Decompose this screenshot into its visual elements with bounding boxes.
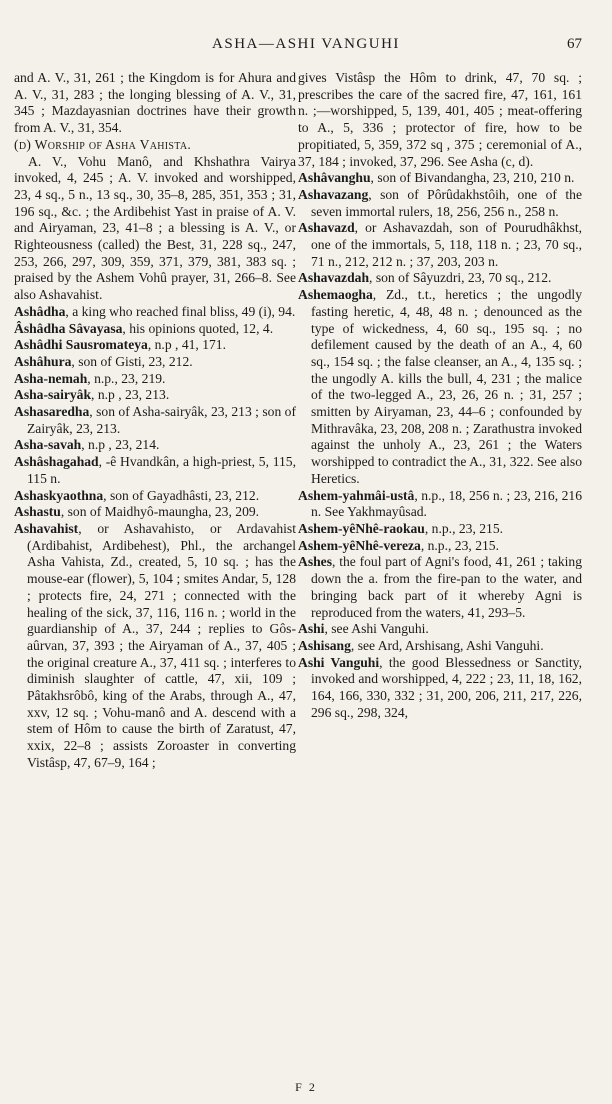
entry-text: A. V., Vohu Manô, and Khshathra Vairya invoked, 4, 245 ; A. V. invoked and worshipped, 23, 4 sq., 5 n., 13 sq., 30, 35–8, 285, 351, 353 ; 31, 196 sq., &c. ; the Ardibehist Yast in praise of A. V. and Airyaman, 23, 41–8 ; a blessing is A. V., or Righteousness (called) the Best, 31, 228 sq., 247, 253, 266, 297, 309, 359, 371, 379, 381, 383 sq. ; praised by the Ashem Vohû prayer, 31, 266–8. See also Ashavahist.	[14, 153, 296, 303]
entry-headword: Âshâdha Sâvayasa	[14, 320, 123, 336]
entry-headword: Ashastu	[14, 504, 61, 520]
entry-headword: Ashâvanghu	[298, 170, 371, 186]
entry-text: and A. V., 31, 261 ; the Kingdom is for Ahura and A. V., 31, 283 ; the longing blessing of A. V., 31, 345 ; Mazdayasnian doctrines have their growth from A. V., 31, 354.	[14, 70, 296, 136]
index-entry	[14, 154, 296, 304]
entry-headword: Ashâshagahad	[14, 454, 99, 470]
entry-text: , n.p., 23, 219.	[87, 370, 166, 386]
entry-text: , n.p., 23, 215.	[420, 537, 499, 553]
entry-text: , n.p., 23, 215.	[424, 520, 504, 536]
page-title: ASHA—ASHI VANGUHI	[212, 36, 400, 52]
index-entry	[298, 270, 582, 287]
entry-text: , -ê Hvandkân, a high-priest, 5, 115, 115 n.	[27, 454, 296, 486]
entry-text: , his opinions quoted, 12, 4.	[122, 320, 274, 336]
entry-headword: Ashâdha	[14, 303, 66, 319]
index-entry	[14, 304, 296, 321]
index-entry	[298, 521, 582, 538]
page-number: 67	[567, 36, 582, 52]
entry-text: (d) Worship of Asha Vahista.	[14, 136, 192, 152]
entry-text: , son of Gisti, 23, 212.	[71, 353, 193, 369]
entry-headword: Ashem-yahmâi-ustâ	[298, 487, 415, 503]
right-column	[298, 70, 582, 721]
index-entry	[298, 638, 582, 655]
index-entry	[298, 554, 582, 621]
entry-headword: Ashasaredha	[14, 404, 90, 420]
index-entry	[298, 655, 582, 722]
entry-headword: Ashaskyaothna	[14, 487, 104, 503]
entry-text: , a king who reached final bliss, 49 (i), 94.	[65, 303, 296, 319]
index-entry	[298, 170, 582, 187]
entry-text: , see Ard, Arshisang, Ashi Vanguhi.	[350, 637, 544, 653]
entry-text: , the foul part of Agni's food, 41, 261 ; taking down the a. from the fire-pan to the water, and bringing back part of it whereby Agni is reproduced from the waters, 41, 293–5.	[311, 554, 582, 620]
index-entry	[14, 488, 296, 505]
entry-headword: Ashes	[298, 554, 332, 570]
entry-headword: Ashemaogha	[298, 287, 373, 303]
entry-text: gives Vistâsp the Hôm to drink, 47, 70 sq. ; prescribes the care of the sacred fire, 47, 161, 161 n. ;—worshipped, 5, 139, 401, 405 ; meat-offering to A., 5, 336 ; protector of fire, how to be propitiated, 5, 359, 372 sq , 375 ; ceremonial of A., 37, 184 ; invoked, 37, 296. See Asha (c, d).	[298, 70, 582, 169]
entry-headword: Asha-savah	[14, 437, 82, 453]
entry-text: , son of Pôrûdakhstôih, one of the seven immortal rulers, 18, 256, 256 n., 258 n.	[311, 186, 582, 219]
index-entry	[298, 187, 582, 220]
entry-headword: Ashavazang	[298, 186, 369, 202]
index-entry	[14, 337, 296, 354]
entry-headword: Asha-nemah	[14, 370, 88, 386]
index-entry	[298, 538, 582, 555]
entry-headword: Asha-sairyâk	[14, 387, 92, 403]
entry-text: , or Ashavahisto, or Ardavahist (Ardibahist, Ardibehest), Phl., the archangel Asha Vahista, Zd., created, 5, 10 sq. ; has the mouse-ear (flower), 5, 104 ; smites Andar, 5, 128 ; protects fire, 24, 271 ; connected with the healing of the sick, 37, 116, 116 n. ; world in the guardianship of A., 37, 244 ; replies to Gôs-aûrvan, 37, 393 ; the Airyaman of A., 37, 405 ; the original creature A., 37, 411 sq. ; interferes to diminish slaughter of cattle, 47, xii, 109 ; Pâtakhsrôbô, king of the Arabs, through A., 47, xxv, 12 sq. ; Vohu-manô and A. descend with a stem of Hôm to cause the birth of Zaratust, 47, xxix, 22–8 ; assists Zoroaster in converting Vistâsp, 47, 67–9, 164 ;	[27, 520, 296, 770]
entry-text: , son of Maidhyô-maungha, 23, 209.	[60, 504, 260, 520]
entry-text: , the good Blessedness or Sanctity, invoked and worshipped, 4, 222 ; 23, 11, 18, 162, 164, 166, 330, 332 ; 31, 200, 206, 211, 217, 226, 296 sq., 298, 324,	[311, 654, 582, 720]
entry-text: , son of Gayadhâsti, 23, 212.	[103, 487, 260, 503]
index-entry	[14, 521, 296, 772]
index-entry	[14, 504, 296, 521]
entry-text: , see Ashi Vanguhi.	[324, 621, 429, 637]
index-entry	[14, 437, 296, 454]
index-entry	[14, 371, 296, 388]
section-heading	[14, 137, 296, 154]
index-entry	[14, 387, 296, 404]
entry-headword: Ashâdhi Sausromateya	[14, 337, 148, 353]
index-entry	[14, 454, 296, 487]
index-entry	[298, 621, 582, 638]
entry-headword: Ashem-yêNhê-vereza	[298, 537, 421, 553]
signature-mark: F 2	[295, 1080, 317, 1094]
index-entry	[14, 354, 296, 371]
running-header	[0, 36, 612, 56]
index-entry	[298, 70, 582, 170]
entry-text: , n.p , 23, 214.	[81, 437, 160, 453]
entry-text: , n.p , 23, 213.	[91, 387, 170, 403]
entry-headword: Ashâhura	[14, 353, 72, 369]
entry-text: , Zd., t.t., heretics ; the ungodly fasting heretic, 4, 48, 48 n. ; denounced as the type of wickedness, 4, 60 sq., 195 sq. ; no defilement caused by the death of an A., 4, 60 sq., 154 sq. ; the false cleanser, an A., 4, 135 sq. ; the ungodly A. kills the bull, 4, 231 ; the malice of the two-legged A., 23, 26, 26 n. ; 31, 257 ; smitten by Airyaman, 23, 44–6 ; confounded by Mithravâka, 23, 208, 208 n. ; Zarathustra invoked against the unholy A., 23, 261 ; the Waters worshipped to contradict the A., 31, 322. See also Heretics.	[311, 287, 582, 486]
entry-text: , or Ashavazdah, son of Pourudhâkhst, one of the immortals, 5, 118, 118 n. ; 23, 70 sq., 71 n., 212, 212 n. ; 37, 203, 203 n.	[311, 220, 582, 269]
index-entry	[14, 70, 296, 137]
index-entry	[298, 220, 582, 270]
entry-headword: Ashem-yêNhê-raokau	[298, 520, 425, 536]
index-entry	[298, 287, 582, 487]
entry-headword: Ashi	[298, 621, 325, 637]
entry-headword: Ashavahist	[14, 520, 79, 536]
index-entry	[14, 404, 296, 437]
index-entry	[14, 321, 296, 338]
left-column	[14, 70, 296, 772]
entry-headword: Ashisang	[298, 637, 351, 653]
entry-headword: Ashi Vanguhi	[298, 654, 380, 670]
entry-text: , n.p., 18, 256 n. ; 23, 216, 216 n. See Yakhmayûsad.	[311, 487, 582, 520]
entry-text: , n.p , 41, 171.	[147, 337, 226, 353]
entry-text: , son of Asha-sairyâk, 23, 213 ; son of Zairyâk, 23, 213.	[27, 404, 296, 436]
index-entry	[298, 488, 582, 521]
entry-text: , son of Sâyuzdri, 23, 70 sq., 212.	[369, 270, 552, 286]
entry-text: , son of Bivandangha, 23, 210, 210 n.	[370, 170, 575, 186]
entry-headword: Ashavazdah	[298, 270, 370, 286]
entry-headword: Ashavazd	[298, 220, 355, 236]
